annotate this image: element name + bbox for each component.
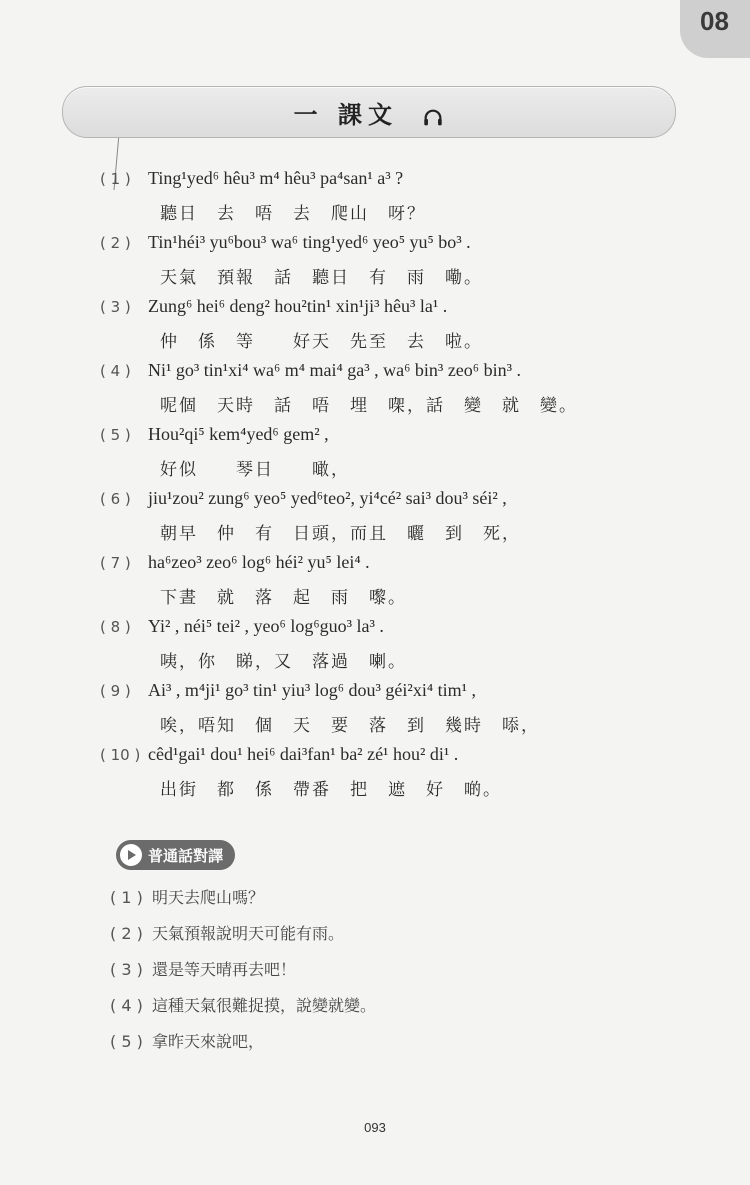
headphones-icon[interactable] (422, 107, 444, 135)
jyutping-text: Zung⁶ hei⁶ deng² hou²tin¹ xin¹ji³ hêu³ la¹ . (148, 296, 448, 316)
play-icon[interactable] (120, 844, 142, 866)
translation-text: 拿昨天來說吧， (152, 1032, 265, 1051)
cantonese-text: 呢個 天時 話 唔 埋 㗎，話 變 就 變。 (160, 396, 578, 416)
line-number: ( 1 ) (100, 170, 131, 188)
page-number: 093 (364, 1120, 386, 1135)
lesson-line (100, 424, 700, 488)
lesson-line (100, 488, 700, 552)
chapter-tab (680, 0, 750, 58)
translation-line (110, 1029, 376, 1065)
line-number: ( 8 ) (100, 618, 131, 636)
cantonese-text: 好似 琴日 噉， (160, 460, 350, 480)
line-number: ( 10 ) (100, 746, 141, 764)
cantonese-text: 咦，你 睇，又 落過 喇。 (160, 652, 407, 672)
translation-label[interactable] (116, 840, 235, 870)
lesson-line (100, 552, 700, 616)
line-number: ( 9 ) (100, 682, 131, 700)
lesson-text (100, 168, 700, 808)
translation-label-text: 普通話對譯 (148, 846, 224, 865)
translation-line (110, 957, 376, 993)
line-number: ( 3 ) (110, 960, 143, 979)
lesson-line (100, 616, 700, 680)
line-number: ( 5 ) (110, 1032, 143, 1051)
line-number: ( 2 ) (100, 234, 131, 252)
cantonese-text: 天氣 預報 話 聽日 有 雨 嘞。 (160, 268, 483, 288)
chapter-number: 08 (700, 6, 729, 36)
jyutping-text: Ting¹yed⁶ hêu³ m⁴ hêu³ pa⁴san¹ a³ ? (148, 168, 404, 188)
jyutping-text: ha⁶zeo³ zeo⁶ log⁶ héi² yu⁵ lei⁴ . (148, 552, 370, 572)
lesson-line (100, 680, 700, 744)
translation-text: 天氣預報說明天可能有雨。 (152, 924, 345, 943)
line-number: ( 4 ) (110, 996, 143, 1015)
line-number: ( 5 ) (100, 426, 131, 444)
section-title: 一 課文 (293, 101, 398, 129)
lesson-line (100, 232, 700, 296)
line-number: ( 7 ) (100, 554, 131, 572)
line-number: ( 6 ) (100, 490, 131, 508)
translation-text: 這種天氣很難捉摸，說變就變。 (152, 996, 377, 1015)
line-number: ( 1 ) (110, 888, 143, 907)
line-number: ( 2 ) (110, 924, 143, 943)
translation-line (110, 993, 376, 1029)
lesson-line (100, 360, 700, 424)
jyutping-text: Ni¹ go³ tin¹xi⁴ wa⁶ m⁴ mai⁴ ga³ , wa⁶ bin³ zeo⁶ bin³ . (148, 360, 521, 380)
cantonese-text: 出街 都 係 帶番 把 遮 好 啲。 (160, 780, 502, 800)
cantonese-text: 下晝 就 落 起 雨 嚟。 (160, 588, 407, 608)
jyutping-text: Hou²qi⁵ kem⁴yed⁶ gem² , (148, 424, 329, 444)
cantonese-text: 唉，唔知 個 天 要 落 到 幾時 㖭， (160, 716, 540, 736)
line-number: ( 3 ) (100, 298, 131, 316)
section-title-bar (62, 86, 676, 138)
jyutping-text: jiu¹zou² zung⁶ yeo⁵ yed⁶teo², yi⁴cé² sai³ dou³ séi² , (148, 488, 507, 508)
jyutping-text: Yi² , néi⁵ tei² , yeo⁶ log⁶guo³ la³ . (148, 616, 384, 636)
cantonese-text: 朝早 仲 有 日頭，而且 曬 到 死， (160, 524, 521, 544)
cantonese-text: 聽日 去 唔 去 爬山 呀？ (160, 204, 426, 224)
cantonese-text: 仲 係 等 好天 先至 去 啦。 (160, 332, 483, 352)
translation-text: 還是等天晴再去吧！ (152, 960, 297, 979)
translation-line (110, 921, 376, 957)
translation-text: 明天去爬山嗎？ (152, 888, 265, 907)
jyutping-text: Tin¹héi³ yu⁶bou³ wa⁶ ting¹yed⁶ yeo⁵ yu⁵ bo³ . (148, 232, 471, 252)
translation-list (110, 885, 376, 1065)
translation-line (110, 885, 376, 921)
lesson-line (100, 744, 700, 808)
lesson-line (100, 296, 700, 360)
lesson-line (100, 168, 700, 232)
jyutping-text: Ai³ , m⁴ji¹ go³ tin¹ yiu³ log⁶ dou³ géi²xi⁴ tim¹ , (148, 680, 476, 700)
jyutping-text: cêd¹gai¹ dou¹ hei⁶ dai³fan¹ ba² zé¹ hou² di¹ . (148, 744, 459, 764)
line-number: ( 4 ) (100, 362, 131, 380)
